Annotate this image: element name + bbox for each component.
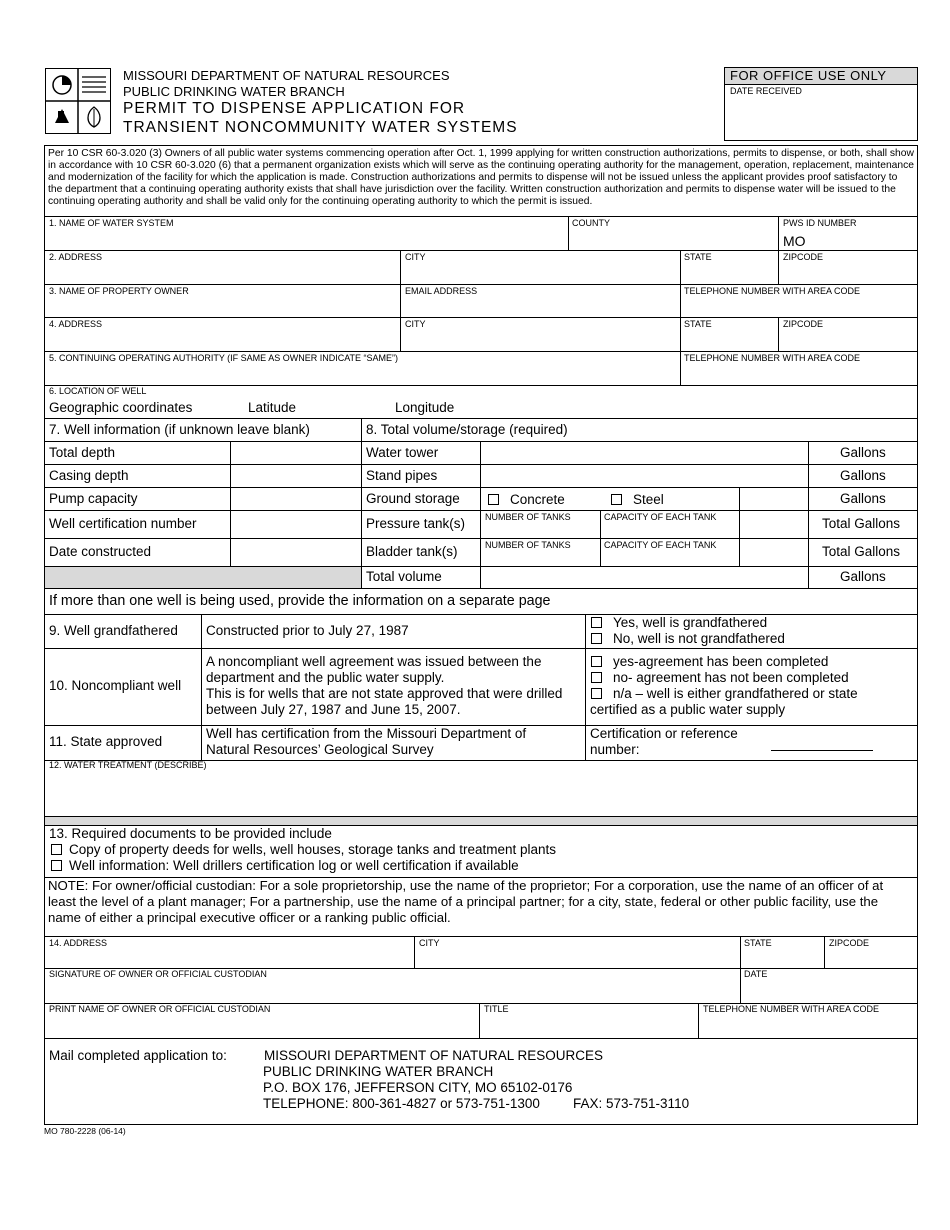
grandfathered-no-checkbox[interactable]	[591, 633, 602, 644]
steel-label: Steel	[633, 492, 664, 507]
well-info-checkbox[interactable]	[51, 860, 62, 871]
state-label: STATE	[684, 252, 712, 262]
agreement-na-label: n/a – well is either grandfathered or state	[613, 686, 858, 701]
q11-label: 11. State approved	[49, 734, 163, 749]
office-use-box	[724, 67, 918, 141]
owner-city-label: CITY	[405, 319, 426, 329]
email-label: EMAIL ADDRESS	[405, 286, 478, 296]
q9-description: Constructed prior to July 27, 1987	[206, 623, 409, 638]
blank-shaded-cell	[45, 567, 361, 588]
bladder-num-tanks-label: NUMBER OF TANKS	[485, 540, 571, 550]
well-info-certification: Well certification number	[49, 516, 197, 531]
multiple-wells-note: If more than one well is being used, provide the information on a separate page	[49, 593, 551, 609]
certification-number-line[interactable]	[771, 750, 873, 751]
section-divider-bar	[45, 817, 917, 825]
geo-coordinates-label: Geographic coordinates	[49, 400, 193, 415]
q11-desc-line2: Natural Resources’ Geological Survey	[206, 742, 434, 757]
grandfathered-yes-checkbox[interactable]	[591, 617, 602, 628]
q10-desc-line1: A noncompliant well agreement was issued between the	[206, 654, 542, 669]
water-tower-label: Water tower	[366, 445, 439, 460]
water-treatment-label: 12. WATER TREATMENT (DESCRIBE)	[49, 760, 207, 770]
custodian-title-label: TITLE	[484, 1004, 509, 1014]
owner-zipcode-label: ZIPCODE	[783, 319, 824, 329]
q10-desc-line4: between July 27, 1987 and June 15, 2007.	[206, 702, 461, 717]
print-name-label: PRINT NAME OF OWNER OR OFFICIAL CUSTODIAN	[49, 1004, 271, 1014]
pressure-capacity-label: CAPACITY OF EACH TANK	[604, 512, 717, 522]
q10-desc-line2: department and the public water supply.	[206, 670, 445, 685]
address-label: 2. ADDRESS	[49, 252, 103, 262]
well-info-date-constructed: Date constructed	[49, 544, 152, 559]
agreement-na-checkbox[interactable]	[591, 688, 602, 699]
q11-desc-line1: Well has certification from the Missouri Department of	[206, 726, 527, 741]
agreement-no-checkbox[interactable]	[591, 672, 602, 683]
stand-pipes-label: Stand pipes	[366, 468, 438, 483]
mail-telephone: TELEPHONE: 800-361-4827 or 573-751-1300	[263, 1096, 540, 1111]
well-location-label: 6. LOCATION OF WELL	[49, 386, 147, 396]
q10-label: 10. Noncompliant well	[49, 678, 182, 693]
custodian-address-label: 14. ADDRESS	[49, 938, 108, 948]
ground-storage-label: Ground storage	[366, 491, 460, 506]
form-title-line2: TRANSIENT NONCOMMUNITY WATER SYSTEMS	[123, 119, 518, 136]
agreement-na-label-cont: certified as a public water supply	[590, 702, 786, 717]
mail-address-line2: PUBLIC DRINKING WATER BRANCH	[263, 1064, 494, 1079]
custodian-state-label: STATE	[744, 938, 772, 948]
owner-state-label: STATE	[684, 319, 712, 329]
gallons-unit-3: Gallons	[840, 491, 886, 506]
form-number: MO 780-2228 (06-14)	[44, 1126, 126, 1136]
agreement-no-label: no- agreement has not been completed	[613, 670, 849, 685]
custodian-phone-label: TELEPHONE NUMBER WITH AREA CODE	[703, 1004, 880, 1014]
county-label: COUNTY	[572, 218, 610, 228]
latitude-label[interactable]: Latitude	[248, 400, 297, 415]
total-gallons-unit-1: Total Gallons	[822, 516, 901, 531]
total-volume-label: Total volume	[366, 569, 442, 584]
property-owner-label: 3. NAME OF PROPERTY OWNER	[49, 286, 189, 296]
pws-id-label: PWS ID NUMBER	[783, 218, 857, 228]
branch-name: PUBLIC DRINKING WATER BRANCH	[123, 84, 345, 99]
signature-date-label: DATE	[744, 969, 768, 979]
custodian-zipcode-label: ZIPCODE	[829, 938, 870, 948]
form-title-line1: PERMIT TO DISPENSE APPLICATION FOR	[123, 100, 466, 117]
mail-address-line1: MISSOURI DEPARTMENT OF NATURAL RESOURCES	[264, 1048, 604, 1063]
steel-checkbox[interactable]	[611, 494, 622, 505]
custodian-note: NOTE: For owner/official custodian: For a sole proprietorship, use the name of the proprietor; For a corporation, use the name of an officer of at least the level of a plant manager; For a partnership, use the name of a principal partner; for a city, state, federal or other public facility, use the name of either a principal executive officer or a ranking public official.	[48, 878, 884, 925]
operating-authority-label: 5. CONTINUING OPERATING AUTHORITY (IF SAME AS OWNER INDICATE “SAME”)	[49, 353, 399, 363]
concrete-checkbox[interactable]	[488, 494, 499, 505]
mail-to-label: Mail completed application to:	[49, 1048, 227, 1063]
date-received-label: DATE RECEIVED	[730, 86, 802, 96]
certification-label-line1: Certification or reference	[590, 726, 738, 741]
intro-paragraph: Per 10 CSR 60-3.020 (3) Owners of all public water systems commencing operation after Oct. 1, 1999 applying for written construction authorizations, permits to dispense, or both, shall show in accordance with 10 CSR 60-3.020 (6) that a permanent organization exists which will serve as the continuing operating authority for the management, operation, replacement, maintenance and modernization of the facility for which the application is made. Construction authorizations and permits to dispense will not be issued unless the applicant provides proof satisfactory to the department that a continuing operating authority exists that shall have jurisdiction over the facility. Written construction authorization and permits to dispense water will be issued to the continuing operating authority and shall be valid only for the continuing operating authority to which the permit is issued.	[48, 148, 914, 207]
well-info-pump-capacity: Pump capacity	[49, 491, 138, 506]
q13-label: 13. Required documents to be provided include	[49, 826, 332, 841]
gallons-unit-4: Gallons	[840, 569, 886, 584]
total-gallons-unit-2: Total Gallons	[822, 544, 901, 559]
dept-name: MISSOURI DEPARTMENT OF NATURAL RESOURCES	[123, 68, 450, 83]
concrete-label: Concrete	[510, 492, 565, 507]
property-deeds-checkbox[interactable]	[51, 844, 62, 855]
grandfathered-yes-label: Yes, well is grandfathered	[613, 615, 768, 630]
longitude-label[interactable]: Longitude	[395, 400, 455, 415]
well-info-total-depth: Total depth	[49, 445, 116, 460]
mail-address-line3: P.O. BOX 176, JEFFERSON CITY, MO 65102-0176	[263, 1080, 573, 1095]
gallons-unit-2: Gallons	[840, 468, 886, 483]
bladder-capacity-label: CAPACITY OF EACH TANK	[604, 540, 717, 550]
dnr-logo	[45, 68, 111, 134]
water-system-name-label: 1. NAME OF WATER SYSTEM	[49, 218, 174, 228]
property-deeds-label: Copy of property deeds for wells, well houses, storage tanks and treatment plants	[69, 842, 557, 857]
gallons-unit-1: Gallons	[840, 445, 886, 460]
zipcode-label: ZIPCODE	[783, 252, 824, 262]
agreement-yes-label: yes-agreement has been completed	[613, 654, 829, 669]
volume-header: 8. Total volume/storage (required)	[366, 422, 568, 437]
bladder-tanks-label: Bladder tank(s)	[366, 544, 458, 559]
certification-label-line2: number:	[590, 742, 640, 757]
q10-desc-line3: This is for wells that are not state approved that were drilled	[206, 686, 563, 701]
well-info-casing-depth: Casing depth	[49, 468, 129, 483]
office-use-label: FOR OFFICE USE ONLY	[730, 68, 887, 83]
pws-id-value[interactable]: MO	[783, 233, 806, 249]
pressure-tanks-label: Pressure tank(s)	[366, 516, 466, 531]
signature-label: SIGNATURE OF OWNER OR OFFICIAL CUSTODIAN	[49, 969, 267, 979]
city-label: CITY	[405, 252, 426, 262]
mail-fax: FAX: 573-751-3110	[573, 1096, 690, 1111]
grandfathered-no-label: No, well is not grandfathered	[613, 631, 785, 646]
agreement-yes-checkbox[interactable]	[591, 656, 602, 667]
owner-address-label: 4. ADDRESS	[49, 319, 103, 329]
q9-label: 9. Well grandfathered	[49, 623, 178, 638]
owner-phone-label: TELEPHONE NUMBER WITH AREA CODE	[684, 286, 861, 296]
well-info-doc-label: Well information: Well drillers certification log or well certification if available	[69, 858, 519, 873]
coa-phone-label: TELEPHONE NUMBER WITH AREA CODE	[684, 353, 861, 363]
custodian-city-label: CITY	[419, 938, 440, 948]
pressure-num-tanks-label: NUMBER OF TANKS	[485, 512, 571, 522]
well-info-header: 7. Well information (if unknown leave blank)	[49, 422, 310, 437]
